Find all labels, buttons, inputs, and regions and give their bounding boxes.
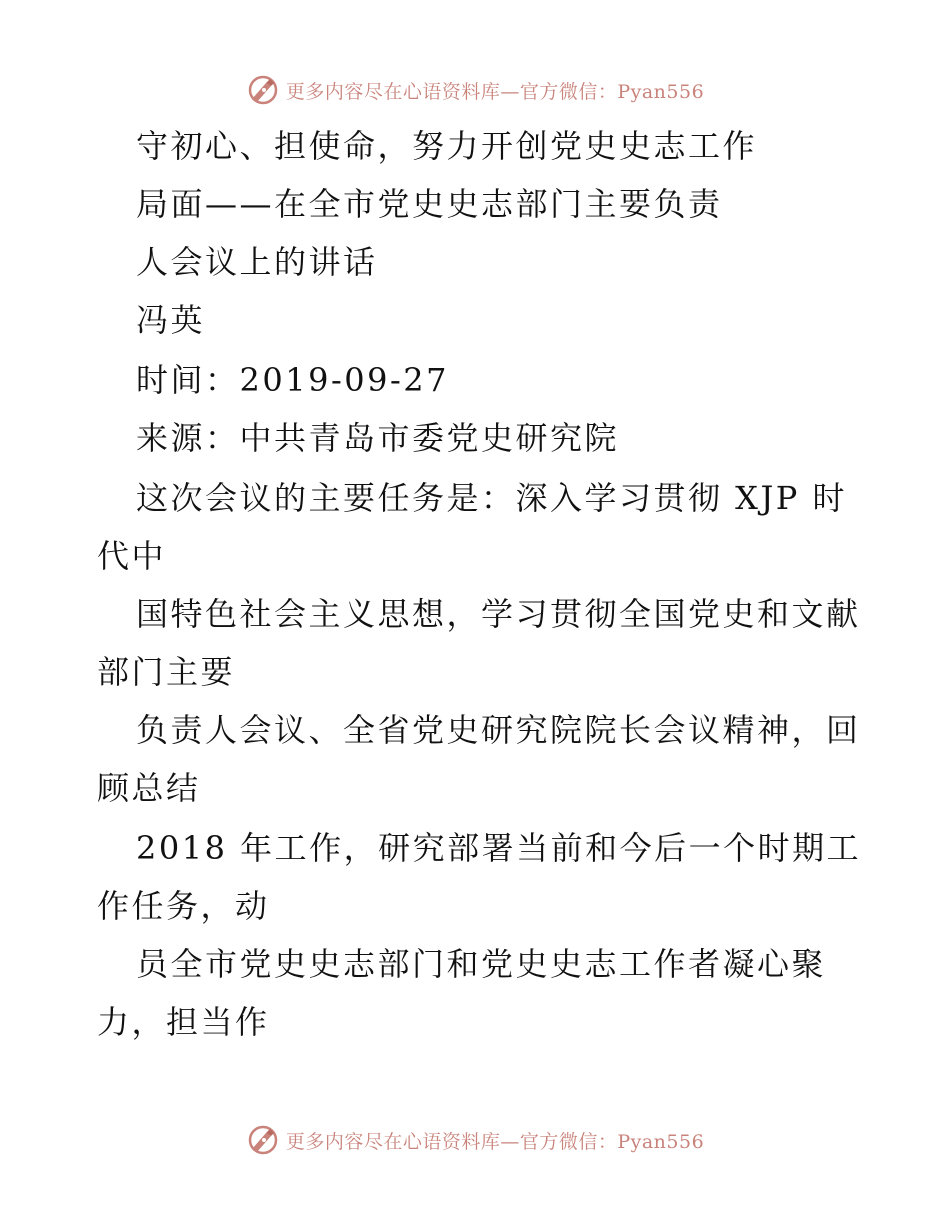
document-title-line-2: 局面——在全市党史史志部门主要负责: [136, 185, 723, 223]
document-source: 来源：中共青岛市委党史研究院: [136, 419, 620, 457]
body-line: 部门主要: [97, 653, 236, 691]
body-line: 这次会议的主要任务是：深入学习贯彻 XJP 时: [136, 479, 847, 517]
body-line: 顾总结: [97, 769, 201, 807]
pen-nib-logo-icon: [246, 1123, 280, 1157]
document-author: 冯英: [136, 301, 206, 339]
body-line: 作任务，动: [97, 887, 270, 925]
header-watermark-banner: [0, 68, 950, 112]
watermark-text: 更多内容尽在心语资料库—官方微信：Pyan556: [285, 80, 705, 103]
body-line: 员全市党史史志部门和党史史志工作者凝心聚: [136, 945, 827, 983]
body-line: 力，担当作: [97, 1003, 270, 1041]
document-date: 时间：2019-09-27: [136, 361, 450, 399]
document-title-line-1: 守初心、担使命，努力开创党史史志工作: [136, 127, 758, 165]
body-line: 国特色社会主义思想，学习贯彻全国党史和文献: [136, 595, 861, 633]
pen-nib-logo-icon: [246, 73, 280, 107]
footer-watermark-banner: [0, 1118, 950, 1162]
body-line: 2018 年工作，研究部署当前和今后一个时期工: [136, 829, 862, 867]
document-title-line-3: 人会议上的讲话: [136, 243, 378, 281]
body-line: 负责人会议、全省党史研究院院长会议精神，回: [136, 711, 861, 749]
body-line: 代中: [97, 537, 167, 575]
watermark-text: 更多内容尽在心语资料库—官方微信：Pyan556: [285, 1130, 705, 1153]
